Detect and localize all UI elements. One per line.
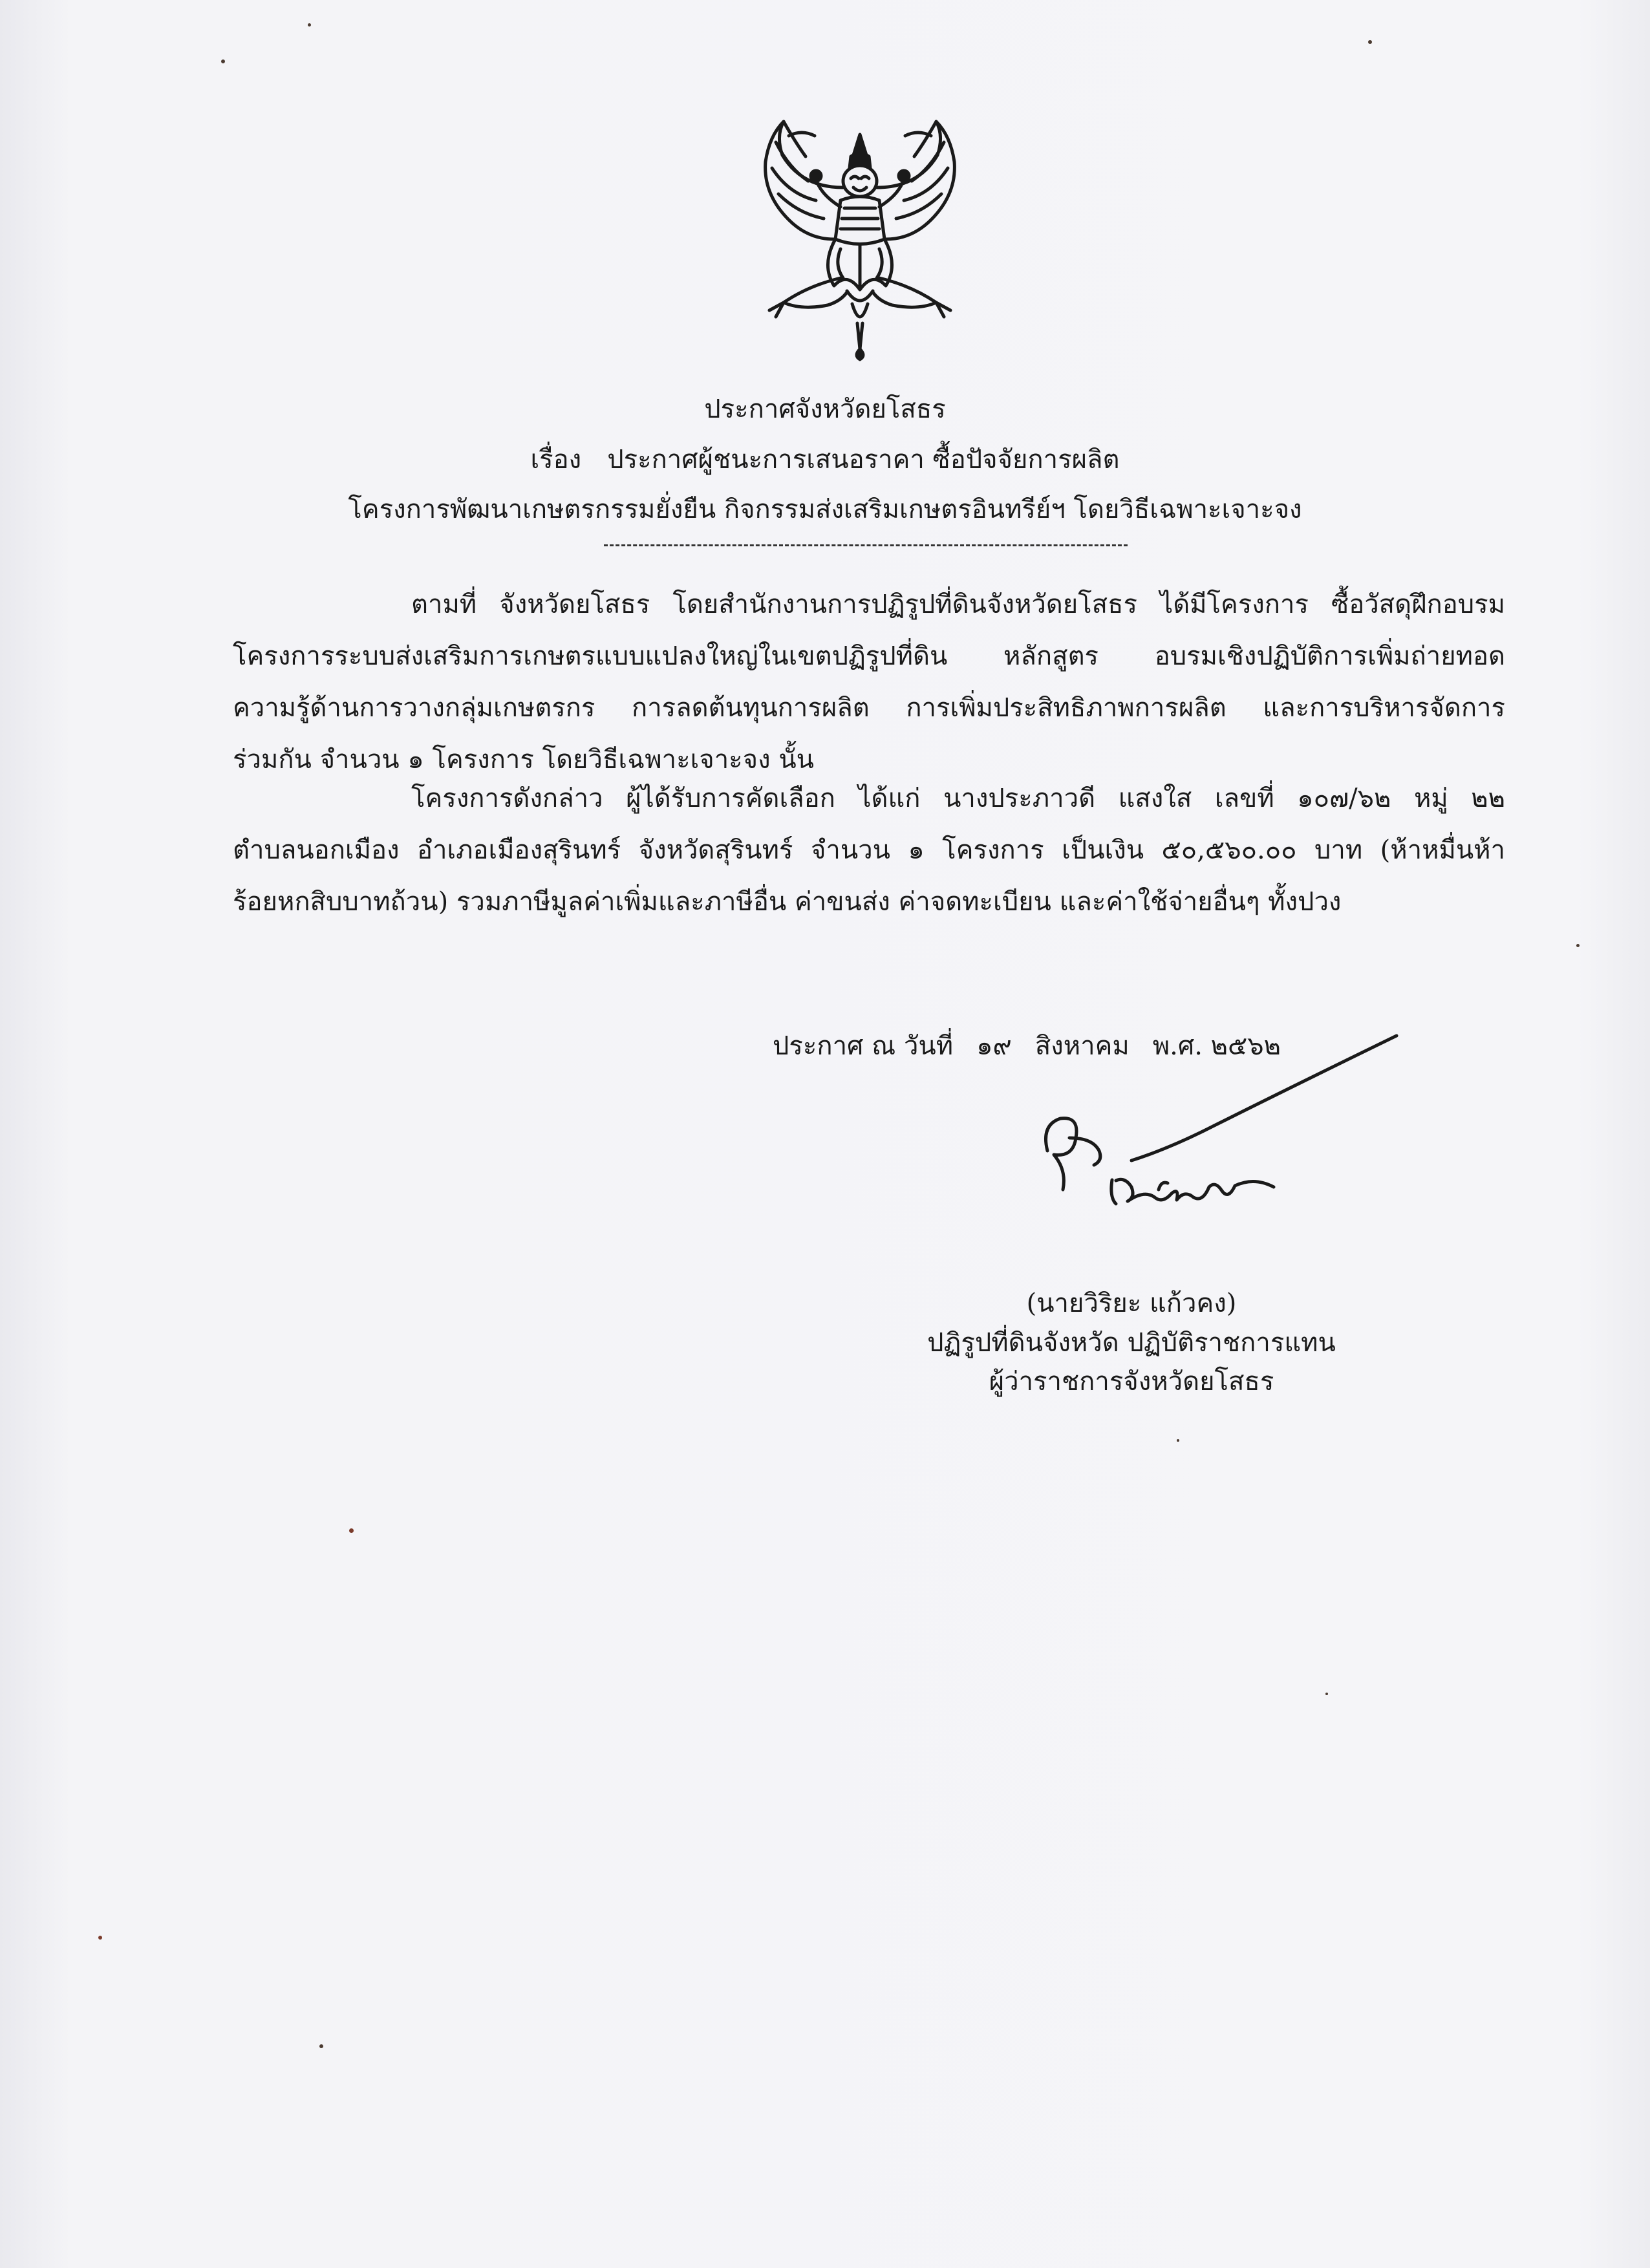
signatory-position-1: ปฏิรูปที่ดินจังหวัด ปฏิบัติราชการแทน — [927, 1328, 1336, 1358]
header-divider — [604, 544, 1128, 546]
announcement-subject — [0, 442, 1650, 478]
scan-speck — [349, 1528, 354, 1533]
announcement-title: ประกาศจังหวัดยโสธร — [704, 394, 946, 424]
project-name: โครงการพัฒนาเกษตรกรรมยั่งยืน กิจกรรมส่งเสริมเกษตรอินทรีย์ฯ โดยวิธีเฉพาะเจาะจง — [348, 495, 1302, 524]
subject-text: ประกาศผู้ชนะการเสนอราคา ซื้อปัจจัยการผลิต — [607, 445, 1120, 475]
handwritten-signature — [1022, 1028, 1409, 1222]
paragraph-line: ความรู้ด้านการวางกลุ่มเกษตรกร การลดต้นทุนการผลิต การเพิ่มประสิทธิภาพการผลิต และการบริหารจัดการ — [233, 693, 1505, 723]
scan-speck — [1177, 1439, 1179, 1442]
date-year: พ.ศ. ๒๕๖๒ — [1152, 1031, 1281, 1061]
scan-speck — [98, 1936, 102, 1940]
scan-speck — [308, 23, 311, 27]
date-month: สิงหาคม — [1034, 1031, 1130, 1061]
date-label: ประกาศ ณ วันที่ — [773, 1031, 954, 1061]
paragraph-line: ร้อยหกสิบบาทถ้วน) รวมภาษีมูลค่าเพิ่มและภาษีอื่น ค่าขนส่ง ค่าจดทะเบียน และค่าใช้จ่ายอื่นๆ ทั้งปวง — [233, 887, 1342, 917]
scan-speck — [319, 2044, 323, 2048]
date-day: ๑๙ — [976, 1031, 1012, 1061]
paragraph-line: ร่วมกัน จำนวน ๑ โครงการ โดยวิธีเฉพาะเจาะจง นั้น — [233, 745, 815, 775]
body-paragraph-1 — [233, 579, 1505, 786]
garuda-emblem-icon — [744, 116, 976, 362]
paragraph-line: โครงการระบบส่งเสริมการเกษตรแบบแปลงใหญ่ในเขตปฏิรูปที่ดิน หลักสูตร อบรมเชิงปฏิบัติการเพิ่มถ่ายทอด — [233, 641, 1505, 671]
paragraph-line: ตามที่ จังหวัดยโสธร โดยสำนักงานการปฏิรูปที่ดินจังหวัดยโสธร ได้มีโครงการ ซื้อวัสดุฝึกอบรม — [411, 590, 1505, 619]
scan-speck — [1576, 944, 1580, 947]
scan-speck — [1368, 40, 1372, 44]
body-paragraph-2 — [233, 773, 1505, 928]
scan-speck — [1325, 1693, 1328, 1695]
paragraph-line: ตำบลนอกเมือง อำเภอเมืองสุรินทร์ จังหวัดสุรินทร์ จำนวน ๑ โครงการ เป็นเงิน ๕๐,๕๖๐.๐๐ บาท (ห้าหมื่นห้า — [233, 835, 1505, 865]
signatory-name: (นายวิริยะ แก้วคง) — [1026, 1289, 1237, 1318]
subject-label: เรื่อง — [530, 445, 582, 475]
signatory-position-2: ผู้ว่าราชการจังหวัดยโสธร — [989, 1367, 1274, 1396]
paragraph-line: โครงการดังกล่าว ผู้ได้รับการคัดเลือก ได้แก่ นางประภาวดี แสงใส เลขที่ ๑๐๗/๖๒ หมู่ ๒๒ — [411, 784, 1505, 813]
scan-speck — [221, 59, 225, 63]
